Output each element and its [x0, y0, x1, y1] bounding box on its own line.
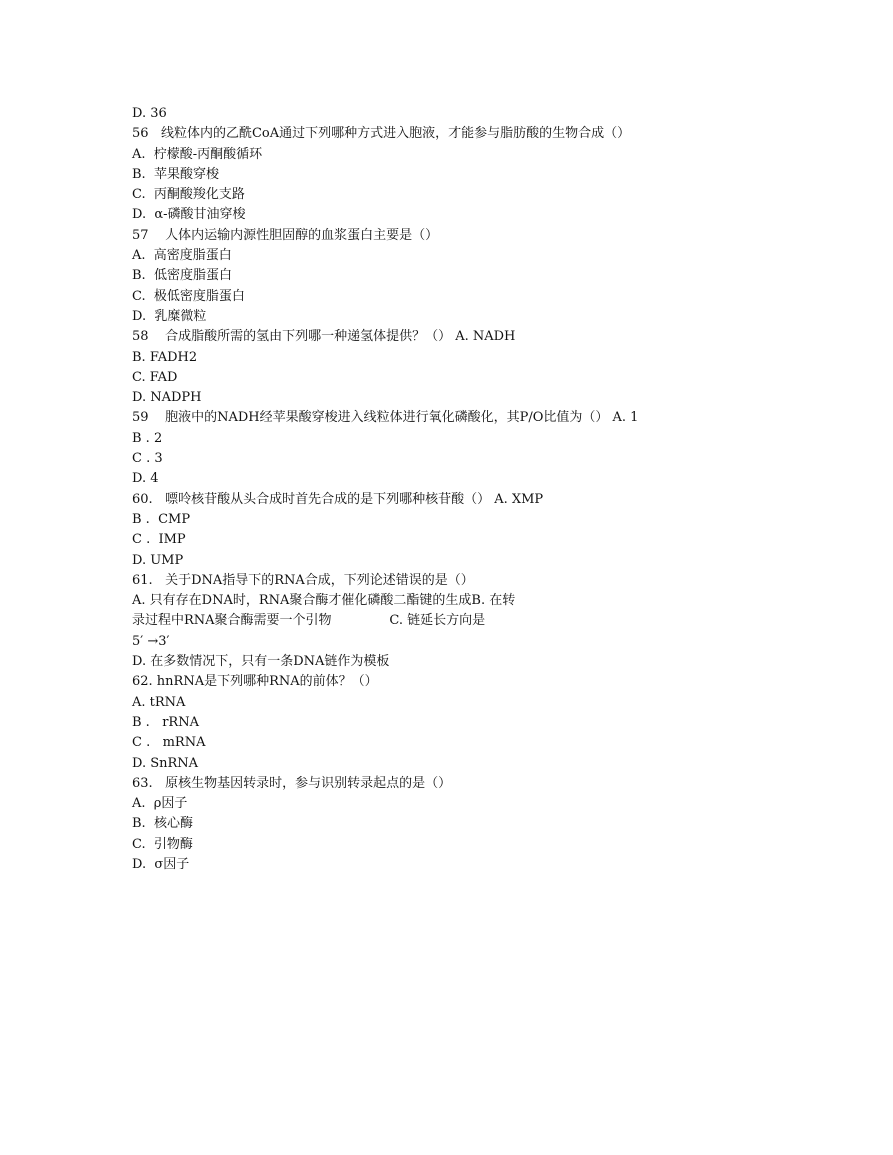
- option-line: D. 在多数情况下，只有一条DNA链作为模板: [132, 654, 390, 670]
- option-line: B. 苹果酸穿梭: [132, 166, 219, 182]
- option-line: B . CMP: [132, 511, 191, 527]
- question-58: 58 合成脂酸所需的氢由下列哪一种递氢体提供？（） A. NADH: [132, 329, 516, 345]
- question-57: 57 人体内运输内源性胆固醇的血浆蛋白主要是（）: [132, 227, 439, 243]
- text-line: D. 36: [132, 106, 167, 121]
- document-page: [132, 104, 772, 875]
- option-line: B . 2: [132, 430, 163, 446]
- option-line: B. FADH2: [132, 349, 198, 365]
- option-line: 录过程中RNA聚合酶需要一个引物 C. 链延长方向是: [132, 613, 486, 629]
- option-line: D. UMP: [132, 552, 184, 568]
- option-line: D. α-磷酸甘油穿梭: [132, 207, 246, 223]
- option-line: C. 丙酮酸羧化支路: [132, 187, 245, 203]
- question-63: 63. 原核生物基因转录时，参与识别转录起点的是（）: [132, 775, 452, 791]
- question-59: 59 胞液中的NADH经苹果酸穿梭进入线粒体进行氧化磷酸化，其P/O比值为（） A. 1: [132, 410, 639, 426]
- option-line: A. tRNA: [132, 694, 186, 710]
- option-line: C . IMP: [132, 532, 186, 548]
- option-line: 5′ →3′: [132, 633, 170, 649]
- option-line: B . rRNA: [132, 714, 199, 730]
- question-62: 62. hnRNA是下列哪种RNA的前体？（）: [132, 674, 378, 690]
- option-line: C . mRNA: [132, 735, 206, 751]
- option-line: C. 极低密度脂蛋白: [132, 288, 245, 304]
- option-line: B. 核心酶: [132, 816, 193, 832]
- question-56: 56 线粒体内的乙酰CoA通过下列哪种方式进入胞液，才能参与脂肪酸的生物合成（）: [132, 126, 631, 142]
- option-line: A. 高密度脂蛋白: [132, 248, 232, 264]
- question-60: 60. 嘌呤核苷酸从头合成时首先合成的是下列哪种核苷酸（） A. XMP: [132, 491, 544, 507]
- question-61: 61. 关于DNA指导下的RNA合成，下列论述错误的是（）: [132, 572, 474, 588]
- option-line: B. 低密度脂蛋白: [132, 268, 232, 284]
- option-line: D. NADPH: [132, 390, 202, 406]
- option-line: D. 乳糜微粒: [132, 308, 207, 324]
- option-line: C. FAD: [132, 369, 178, 385]
- option-line: A. 柠檬酸-丙酮酸循环: [132, 146, 263, 162]
- option-line: A. 只有存在DNA时，RNA聚合酶才催化磷酸二酯键的生成B. 在转: [132, 593, 516, 609]
- option-line: C. 引物酶: [132, 836, 193, 852]
- option-line: D. σ因子: [132, 856, 190, 872]
- option-line: C . 3: [132, 451, 163, 467]
- option-line: A. ρ因子: [132, 796, 188, 812]
- option-line: D. SnRNA: [132, 755, 199, 771]
- option-line: D. 4: [132, 471, 159, 487]
